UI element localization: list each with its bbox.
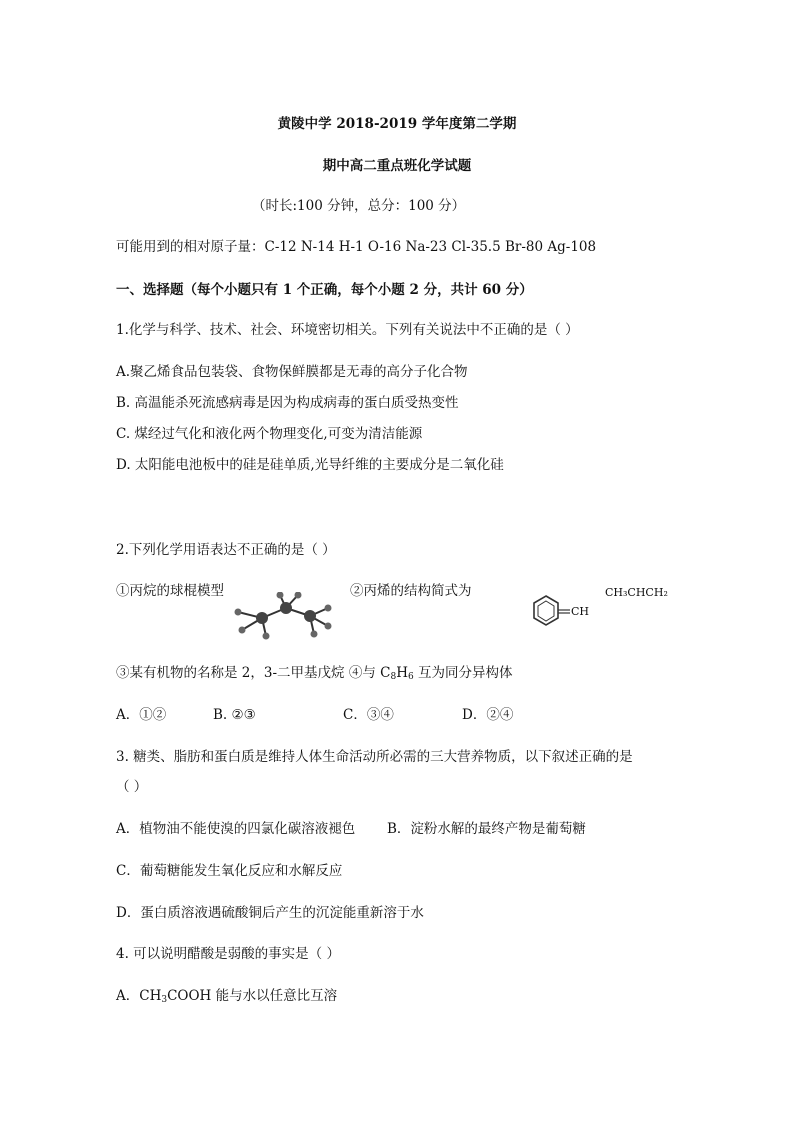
question-2-stem: 2.下列化学用语表达不正确的是（ ） [116,542,336,558]
phenylacetylene-structure [532,592,602,642]
question-3-option-c: C．葡萄糖能发生氧化反应和水解反应 [116,863,343,879]
question-3-option-b: B．淀粉水解的最终产物是葡萄糖 [387,821,586,837]
question-2-item-2: ②丙烯的结构简式为 [350,583,472,599]
ring-substituent-label: CH [571,605,590,618]
duration-line: （时长:100 分钟，总分：100 分） [252,198,466,214]
question-3-stem-bracket: （ ） [116,779,148,795]
question-1-option-c: C. 煤经过气化和液化两个物理变化,可变为清洁能源 [116,426,423,442]
question-3-stem: 3. 糖类、脂肪和蛋白质是维持人体生命活动所必需的三大营养物质，以下叙述正确的是 [116,749,633,765]
question-3-option-a: A．植物油不能使溴的四氯化碳溶液褪色 [116,821,356,837]
propane-ball-stick-model [228,592,348,642]
section-heading: 一、选择题（每个小题只有 1 个正确，每个小题 2 分，共计 60 分） [116,282,533,298]
question-2-item-3: ③某有机物的名称是 2，3-二甲基戊烷 ④与 $C_8H_6$ 互为同分异构体 [116,665,513,682]
question-1-option-b: B. 高温能杀死流感病毒是因为构成病毒的蛋白质受热变性 [116,395,459,411]
question-2-option-b: B. ②③ [213,707,256,723]
question-1-stem: 1.化学与科学、技术、社会、环境密切相关。下列有关说法中不正确的是（ ） [116,322,579,338]
question-2-option-d: D．②④ [462,707,514,723]
atomic-masses: 可能用到的相对原子量：C-12 N-14 H-1 O-16 Na-23 Cl-35.5 Br-80 Ag-108 [116,239,597,255]
question-2-option-a: A．①② [116,707,167,723]
propene-formula: CH₃CHCH₂ [605,586,668,599]
question-1-option-d: D. 太阳能电池板中的硅是硅单质,光导纤维的主要成分是二氧化硅 [116,457,504,473]
question-4-stem: 4. 可以说明醋酸是弱酸的事实是（ ） [116,946,340,962]
question-1-option-a: A.聚乙烯食品包装袋、食物保鲜膜都是无毒的高分子化合物 [116,364,468,380]
question-2-option-c: C．③④ [343,707,394,723]
question-2-item-1: ①丙烷的球棍模型 [116,583,224,599]
question-3-option-d: D．蛋白质溶液遇硫酸铜后产生的沉淀能重新溶于水 [116,905,424,921]
exam-title: 期中高二重点班化学试题 [322,158,472,174]
question-4-option-a: A．$CH_3COOH$ 能与水以任意比互溶 [116,988,338,1005]
school-line: 黄陵中学 2018-2019 学年度第二学期 [277,116,517,132]
